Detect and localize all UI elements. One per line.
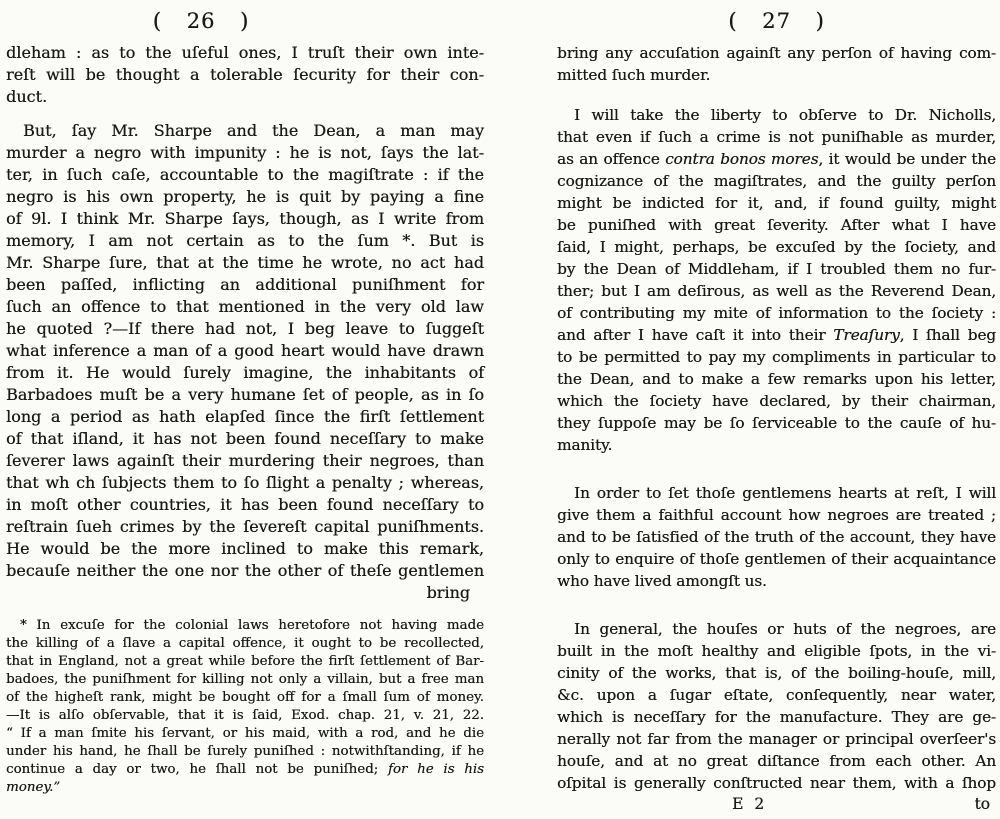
- text-line: In order to ſet thoſe gentlemens hearts at reſt, I will: [574, 484, 996, 502]
- text-line: duct.: [6, 87, 48, 106]
- text-line: Mr. Sharpe ſure, that at the time he wrote, no act had: [6, 253, 484, 272]
- text-line: [6, 761, 484, 779]
- text-line: mitted ſuch murder.: [557, 66, 711, 84]
- text-line: that even if ſuch a crime is not puniſhable as murder,: [557, 128, 996, 146]
- italic-text: Treaſury: [833, 326, 900, 344]
- text-line: the Dean, and to make a few remarks upon his letter,: [557, 370, 996, 388]
- text-line: they ſuppoſe may be ſo ſerviceable to the cauſe of hu-: [557, 414, 996, 432]
- text-line: badoes, the puniſhment for killing not only a villain, but a free man: [6, 672, 484, 687]
- text-line: negro is his own property, he is quit by paying a fine: [6, 187, 484, 206]
- italic-text: contra bonos mores: [665, 150, 819, 168]
- text-line: might be indicted for it, and, if found guilty, might: [557, 194, 996, 212]
- text-line: bring any accuſation againſt any perſon of having com-: [557, 44, 996, 62]
- text-line: ſaid, I might, perhaps, be excuſed by the ſociety, and: [557, 238, 996, 256]
- text-line: to be permitted to pay my compliments in particular to: [557, 348, 996, 366]
- text-line: manity.: [557, 436, 613, 454]
- text-line: ter, in ſuch caſe, accountable to the magiſtrate : if the: [6, 165, 484, 184]
- text-line: ſuch an offence to that mentioned in the very old law: [6, 297, 484, 316]
- text-line: which the ſociety have declared, by their chairman,: [557, 392, 996, 410]
- text-line: memory, I am not certain as to the ſum *. But is: [6, 231, 484, 250]
- text-line: that wh ch ſubjects them to ſo ſlight a penalty ; whereas,: [6, 473, 484, 492]
- text-line: He would be the more inclined to make this remark,: [6, 539, 484, 558]
- page-26-number: ( 26 ): [152, 9, 250, 33]
- text-line: —It is alſo obſervable, that it is ſaid, Exod. chap. 21, v. 21, 22.: [6, 708, 484, 723]
- text-line: of the higheſt rank, might be bought off for a ſmall ſum of money.: [6, 690, 484, 705]
- text-line: by the Dean of Middleham, if I troubled them no fur-: [557, 260, 996, 278]
- text-line: give them a faithful account how negroes are treated ;: [557, 506, 996, 524]
- page-26-footnote: [6, 617, 484, 797]
- text-segment: , I ſhall beg: [899, 326, 996, 344]
- text-line: becauſe neither the one nor the other of theſe gentlemen: [6, 561, 484, 580]
- page-27: [557, 0, 996, 815]
- page-26-body: [6, 42, 484, 582]
- page-26-catchword: bring: [426, 583, 470, 602]
- text-line: [557, 324, 996, 346]
- paragraph: [6, 42, 484, 108]
- text-line: in moſt other countries, it has been found neceſſary to: [6, 495, 484, 514]
- paragraph: [557, 42, 996, 86]
- page-27-signature-row: [557, 795, 996, 819]
- text-line: ſeverer laws againſt their murdering their negroes, than: [6, 451, 484, 470]
- text-line: I will take the liberty to obſerve to Dr. Nicholls,: [574, 106, 996, 124]
- text-line: and to be ſatisfied of the truth of the account, they have: [557, 528, 996, 546]
- italic-text: for he is his: [387, 762, 485, 777]
- text-line: been paſſed, inflicting an additional puniſhment for: [6, 275, 484, 294]
- text-line: In general, the houſes or huts of the negroes, are: [574, 620, 996, 638]
- text-line: cinity of the works, that is, of the boiling-houſe, mill,: [557, 664, 996, 682]
- text-line: he quoted ?—If there had not, I beg leave to ſuggeſt: [6, 319, 484, 338]
- text-line: &c. upon a ſugar eſtate, conſequently, near water,: [557, 686, 996, 704]
- text-segment: as an offence: [557, 150, 666, 168]
- text-line: Barbadoes muſt be a very humane ſet of people, as in ſo: [6, 385, 484, 404]
- text-line: houſe, and at no great diſtance from each other. An: [557, 752, 996, 770]
- text-line: who have lived amongſt us.: [557, 572, 767, 590]
- text-line: nerally not far from the manager or principal overſeer's: [557, 730, 996, 748]
- text-segment: continue a day or two, he ſhall not be puniſhed;: [6, 762, 388, 777]
- text-line: the killing of a ſlave a capital offence, it ought to be recollected,: [6, 636, 484, 651]
- page-27-number: ( 27 ): [728, 9, 825, 33]
- text-line: what inference a man of a good heart would have drawn: [6, 341, 484, 360]
- text-line: long a period as hath elapſed ſince the firſt ſettlement: [6, 407, 484, 426]
- paragraph: [6, 617, 484, 797]
- gathering-signature: E 2: [732, 795, 768, 813]
- text-line: be puniſhed with great ſeverity. After what I have: [557, 216, 996, 234]
- paragraph: [557, 618, 996, 794]
- text-line: of contributing my mite of information to the ſociety :: [557, 304, 996, 322]
- text-line: oſpital is generally conſtructed near them, with a ſhop: [557, 774, 996, 792]
- text-line: cognizance of the magiſtrates, and the guilty perſon: [557, 172, 996, 190]
- text-line: murder a negro with impunity : he is not, ſays the lat-: [6, 143, 484, 162]
- text-line: of 9l. I think Mr. Sharpe ſays, though, as I write from: [6, 209, 484, 228]
- text-line: reſt will be thought a tolerable ſecurity for their con-: [6, 65, 484, 84]
- text-line: [6, 779, 484, 797]
- text-line: only to enquire of thoſe gentlemen of their acquaintance: [557, 550, 996, 568]
- text-line: of that iſland, it has not been found neceſſary to make: [6, 429, 484, 448]
- page-27-body: [557, 42, 996, 794]
- text-line: that in England, not a great while before the firſt ſettlement of Bar-: [6, 654, 484, 669]
- text-line: ther; but I am deſirous, as well as the Reverend Dean,: [557, 282, 996, 300]
- text-line: built in the moſt healthy and eligible ſpots, in the vi-: [557, 642, 996, 660]
- paragraph: [557, 104, 996, 456]
- text-segment: and after I have caſt it into their: [557, 326, 834, 344]
- page-26: [6, 0, 484, 815]
- text-line: from it. He would ſurely imagine, the inhabitants of: [6, 363, 484, 382]
- text-line: But, ſay Mr. Sharpe and the Dean, a man may: [23, 121, 484, 140]
- text-line: dleham : as to the uſeful ones, I truſt their own inte-: [6, 43, 484, 62]
- text-line: reſtrain ſueh crimes by the ſevereſt capital puniſhments.: [6, 517, 484, 536]
- text-line: under his hand, he ſhall be ſurely puniſhed : notwithſtanding, if he: [6, 744, 484, 759]
- italic-text: money.”: [6, 780, 61, 795]
- text-line: which is neceſſary for the manufacture. They are ge-: [557, 708, 996, 726]
- text-line: “ If a man ſmite his ſervant, or his maid, with a rod, and he die: [6, 726, 484, 741]
- paragraph: [6, 120, 484, 582]
- page-27-catchword: to: [974, 795, 990, 813]
- text-segment: , it would be under the: [818, 150, 997, 168]
- paragraph: [557, 482, 996, 592]
- text-line: * In excuſe for the colonial laws heretofore not having made: [20, 618, 484, 633]
- text-line: [557, 148, 996, 170]
